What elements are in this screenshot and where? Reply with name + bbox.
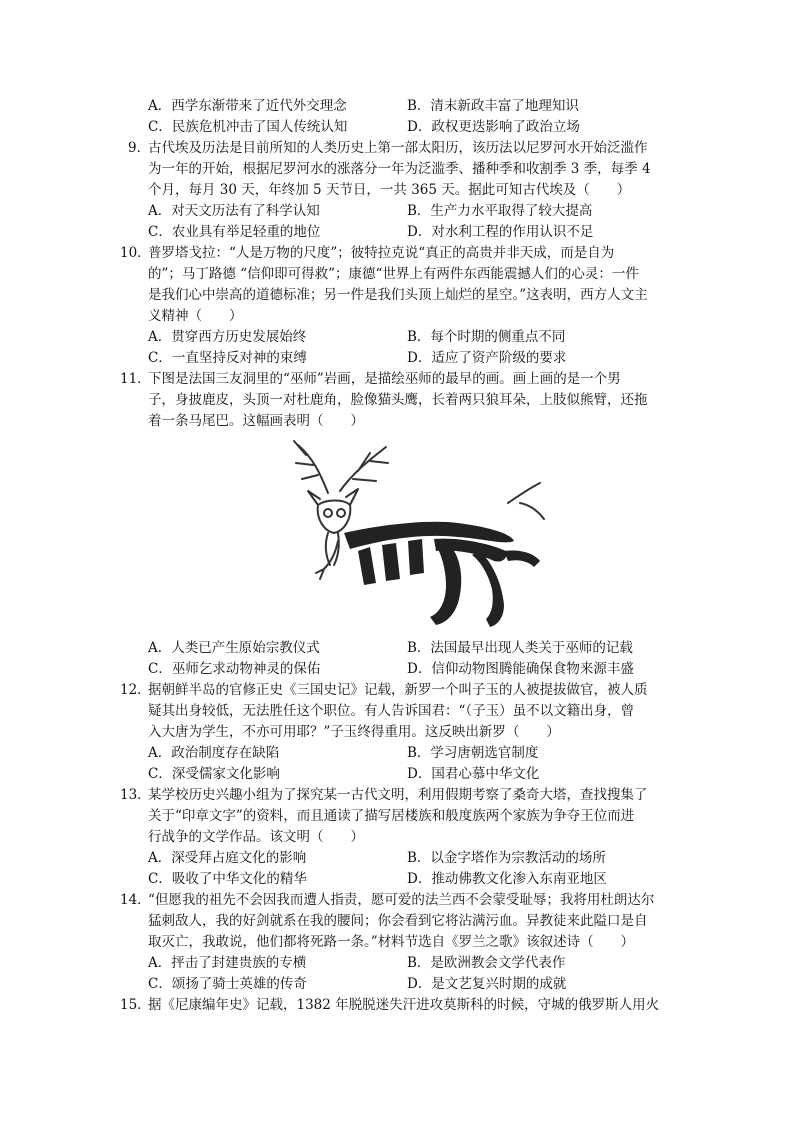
q9-stem-line3: 个月，每月 30 天，年终加 5 天节日，一共 365 天。据此可知古代埃及（ ） (148, 182, 631, 198)
q8-option-d: D．政权更迭影响了政治立场 (407, 119, 580, 135)
q11-stem-line3: 着一条马尾巴。这幅画表明（ ） (148, 413, 364, 429)
q13-number: 13． (120, 787, 151, 803)
q13-option-c: C．吸收了中华文化的精华 (148, 871, 307, 887)
q10-option-b: B．每个时期的侧重点不同 (407, 329, 566, 345)
q12-option-c: C．深受儒家文化影响 (148, 766, 280, 782)
q10-option-d: D．适应了资产阶级的要求 (407, 350, 567, 366)
q9-number: 9． (128, 140, 151, 156)
q14-number: 14． (120, 892, 151, 908)
q8-option-c: C．民族危机冲击了国人传统认知 (148, 119, 348, 135)
q15-number: 15． (120, 997, 151, 1013)
q9-stem-line2: 为一年的开始，根据尼罗河水的涨落分一年为泛滥季、播种季和收割季 3 季，每季 4 (148, 161, 651, 177)
q12-stem-line2: 疑其出身较低，无法胜任这个职位。有人告诉国君：“（子玉）虽不以文籍出身，曾 (148, 703, 635, 719)
q8-option-a: A．西学东渐带来了近代外交理念 (148, 98, 347, 114)
q12-number: 12． (120, 682, 151, 698)
q12-option-d: D．国君心慕中华文化 (407, 766, 540, 782)
q11-option-a: A．人类已产生原始宗教仪式 (148, 640, 320, 656)
q13-stem-line2: 关于“印章文字”的资料，而且通读了描写居楼族和般度族两个家族为争夺王位而进 (148, 808, 635, 824)
q8-option-b: B．清末新政丰富了地理知识 (407, 98, 579, 114)
q11-number: 11． (120, 371, 151, 387)
q11-option-b: B．法国最早出现人类关于巫师的记载 (407, 640, 633, 656)
q9-option-b: B．生产力水平取得了较大提高 (407, 203, 593, 219)
q11-option-d: D．信仰动物图腾能确保食物来源丰盛 (407, 661, 634, 677)
q11-stem-line2: 子，身披鹿皮，头顶一对杜鹿角，脸像猫头鹰，长着两只狼耳朵，上肢似熊臂，还拖 (148, 392, 648, 408)
q13-stem-line3: 行战争的文学作品。该文明（ ） (148, 829, 364, 845)
q11-stem-line1: 下图是法国三友洞里的“巫师”岩画，是描绘巫师的最早的画。画上画的是一个男 (148, 371, 621, 387)
q13-option-b: B．以金字塔作为宗教活动的场所 (407, 850, 606, 866)
q11-option-c: C．巫师乞求动物神灵的保佑 (148, 661, 321, 677)
q12-stem-line3: 入大唐为学生，不亦可用耶？”子玉终得重用。这反映出新罗（ ） (148, 724, 560, 740)
q12-option-a: A．政治制度存在缺陷 (148, 745, 280, 761)
sorcerer-cave-painting (258, 433, 548, 633)
q10-option-a: A．贯穿西方历史发展始终 (148, 329, 307, 345)
q10-stem-line1: 普罗塔戈拉：“人是万物的尺度”；彼特拉克说“真正的高贵并非天成，而是自为 (148, 245, 615, 261)
q10-stem-line4: 义精神（ ） (148, 308, 243, 324)
q13-option-a: A．深受拜占庭文化的影响 (148, 850, 307, 866)
q14-stem-line1: “但愿我的祖先不会因我而遭人指责，愿可爱的法兰西不会蒙受耻辱；我将用杜朗达尔 (148, 892, 655, 908)
q9-option-a: A．对天文历法有了科学认知 (148, 203, 320, 219)
q12-stem-line1: 据朝鲜半岛的官修正史《三国史记》记载，新罗一个叫子玉的人被提拔做官，被人质 (148, 682, 648, 698)
q14-option-a: A．抨击了封建贵族的专横 (148, 955, 307, 971)
q14-option-c: C．颂扬了骑士英雄的传奇 (148, 976, 307, 992)
q13-stem-line1: 某学校历史兴趣小组为了探究某一古代文明，利用假期考察了桑奇大塔，查找搜集了 (148, 787, 648, 803)
q10-stem-line2: 的”；马丁路德 “信仰即可得救”；康德“世界上有两件东西能震撼人们的心灵：一件 (148, 266, 639, 282)
q14-stem-line3: 取灭亡，我敢说，他们都将死路一条。”材料节选自《罗兰之歌》该叙述诗（ ） (148, 934, 635, 950)
q14-stem-line2: 猛刺敌人，我的好剑就系在我的腰间；你会看到它将沾满污血。异教徒来此隘口是自 (148, 913, 648, 929)
q9-stem-line1: 古代埃及历法是目前所知的人类历史上第一部太阳历，该历法以尼罗河水开始泛滥作 (148, 140, 648, 156)
q9-option-d: D．对水利工程的作用认识不足 (407, 224, 594, 240)
q10-stem-line3: 是我们心中崇高的道德标准；另一件是我们头顶上灿烂的星空。”这表明，西方人文主 (148, 287, 648, 303)
q12-option-b: B．学习唐朝选官制度 (407, 745, 539, 761)
q13-option-d: D．推动佛教文化渗入东南亚地区 (407, 871, 607, 887)
sorcerer-figure-drawing (258, 433, 548, 633)
q15-stem-line1: 据《尼康编年史》记载，1382 年脱脱迷失汗进攻莫斯科的时候，守城的俄罗斯人用火 (148, 997, 660, 1013)
q10-option-c: C．一直坚持反对神的束缚 (148, 350, 307, 366)
q10-number: 10． (120, 245, 151, 261)
q14-option-d: D．是文艺复兴时期的成就 (407, 976, 567, 992)
q9-option-c: C．农业具有举足轻重的地位 (148, 224, 321, 240)
q14-option-b: B．是欧洲教会文学代表作 (407, 955, 566, 971)
